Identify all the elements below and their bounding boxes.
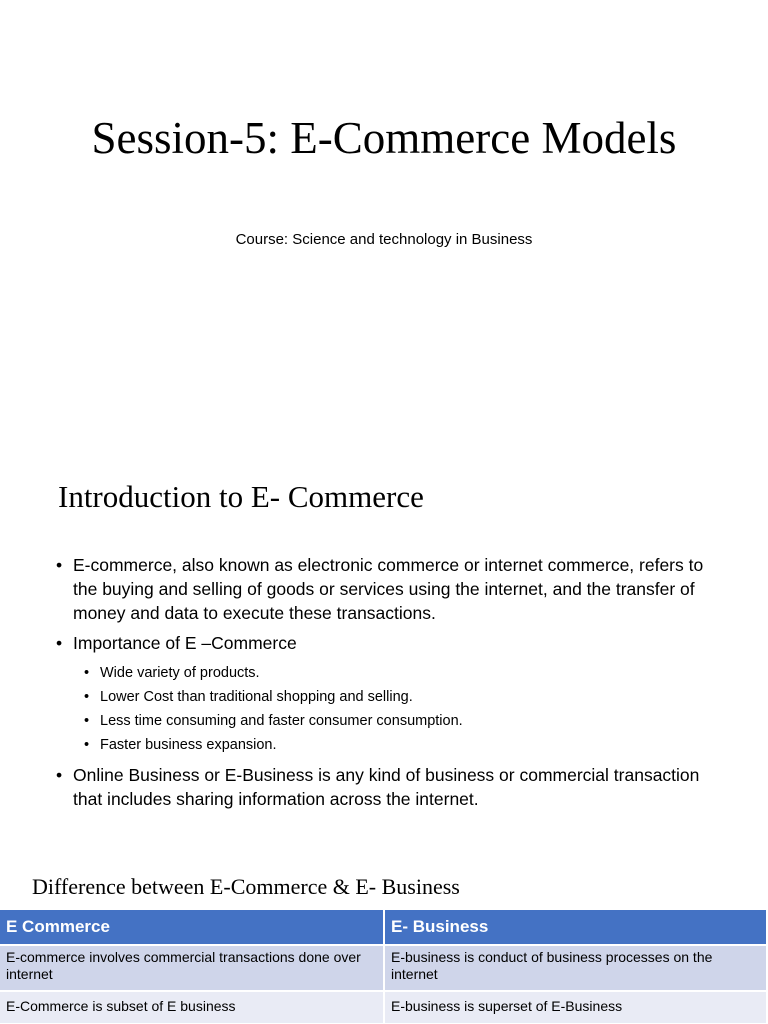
slide-subtitle: Course: Science and technology in Business [235,231,533,248]
table-cell: E-commerce involves commercial transactions done over internet [0,945,384,991]
sub-item: • Wide variety of products. [84,661,716,685]
sub-item: • Faster business expansion. [84,733,716,757]
sub-item: • Less time consuming and faster consumer consumption. [84,709,716,733]
table-header-row [0,910,767,945]
intro-title: Introduction to E- Commerce [58,479,424,514]
bullet-ebusiness: • Online Business or E-Business is any kind of business or commercial transaction that includes sharing information across the internet. [56,763,716,811]
table-row [0,945,767,991]
difference-title: Difference between E-Commerce & E- Business [32,874,460,899]
table-cell: E-business is conduct of business processes on the internet [384,945,767,991]
table-row [0,991,767,1023]
bullet-definition: • E-commerce, also known as electronic commerce or internet commerce, refers to the buying and selling of goods or services using the internet, and the transfer of money and data to execute these transactions. [56,553,716,625]
difference-table [0,910,768,1023]
importance-sub-list [56,661,716,757]
title-slide [0,0,768,432]
bullet-importance: • Importance of E –Commerce [56,631,716,655]
table-cell: E-business is superset of E-Business [384,991,767,1023]
intro-bullet-list [56,553,716,817]
table-header-ecommerce: E Commerce [0,910,384,945]
table-header-ebusiness: E- Business [384,910,767,945]
slide-title: Session-5: E-Commerce Models [91,113,677,163]
table-cell: E-Commerce is subset of E business [0,991,384,1023]
sub-item: • Lower Cost than traditional shopping and selling. [84,685,716,709]
